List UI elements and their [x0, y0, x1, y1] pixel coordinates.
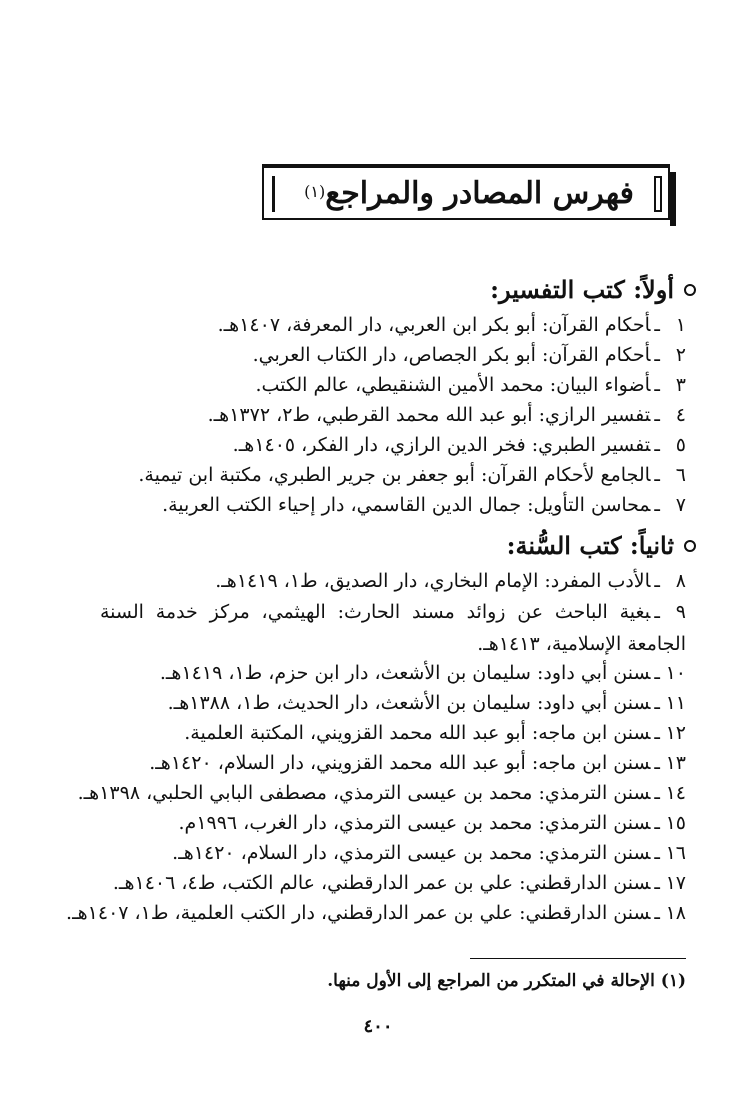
entry-number: ١	[675, 314, 686, 336]
reference-entry: ٢ـأحكام القرآن: أبو بكر الجصاص، دار الكتاب العربي.	[253, 340, 686, 370]
entry-text: سنن أبي داود: سليمان بن الأشعث، دار ابن حزم، ط١، ١٤١٩هـ.	[159, 662, 651, 684]
reference-entry: ٥ـتفسير الطبري: فخر الدين الرازي، دار الفكر، ١٤٠٥هـ.	[233, 430, 686, 460]
reference-entry: ١٥ـسنن الترمذي: محمد بن عيسى الترمذي، دار الغرب، ١٩٩٦م.	[179, 808, 687, 838]
entry-text: تفسير الطبري: فخر الدين الرازي، دار الفكر، ١٤٠٥هـ.	[232, 434, 651, 456]
section-heading-tafsir	[490, 274, 696, 306]
reference-entry: ٦ـالجامع لأحكام القرآن: أبو جعفر بن جرير الطبري، مكتبة ابن تيمية.	[138, 460, 686, 490]
title-decorative-frame	[654, 176, 662, 212]
footnote: (١) الإحالة في المتكرر من المراجع إلى الأول منها.	[327, 971, 686, 991]
bullet-circle-icon	[684, 284, 696, 296]
page-title	[304, 174, 634, 214]
entry-number: ١٦	[665, 842, 686, 864]
entry-text: سنن ابن ماجه: أبو عبد الله محمد القزويني، دار السلام، ١٤٢٠هـ.	[149, 752, 651, 774]
reference-entry: ١٨ـسنن الدارقطني: علي بن عمر الدارقطني، دار الكتب العلمية، ط١، ١٤٠٧هـ.	[66, 898, 686, 928]
entry-number: ١٤	[665, 782, 686, 804]
reference-entry: ١٤ـسنن الترمذي: محمد بن عيسى الترمذي، مصطفى البابي الحلبي، ١٣٩٨هـ.	[78, 778, 686, 808]
reference-entry: ١٧ـسنن الدارقطني: علي بن عمر الدارقطني، عالم الكتب، ط٤، ١٤٠٦هـ.	[113, 868, 686, 898]
bullet-circle-icon	[684, 540, 696, 552]
page-title-text: فهرس المصادر والمراجع	[325, 176, 634, 211]
title-box	[262, 164, 670, 220]
section-heading-sunnah	[507, 530, 696, 562]
entry-text: سنن أبي داود: سليمان بن الأشعث، دار الحديث، ط١، ١٣٨٨هـ.	[167, 692, 651, 714]
entry-number: ١٨	[665, 902, 686, 924]
entry-text: سنن ابن ماجه: أبو عبد الله محمد القزويني، المكتبة العلمية.	[184, 722, 651, 744]
entry-text: سنن الترمذي: محمد بن عيسى الترمذي، دار الغرب، ١٩٩٦م.	[178, 812, 651, 834]
entry-number: ٣	[675, 374, 686, 396]
entry-number: ١٠	[665, 662, 686, 684]
title-footnote-marker: (١)	[304, 182, 326, 201]
entry-number: ٢	[675, 344, 686, 366]
entry-number: ١٧	[665, 872, 686, 894]
title-decorative-bar	[272, 176, 275, 212]
entry-number: ٨	[675, 570, 686, 592]
entry-text: سنن الدارقطني: علي بن عمر الدارقطني، دار الكتب العلمية، ط١، ١٤٠٧هـ.	[66, 902, 651, 924]
reference-entry: ١٠ـسنن أبي داود: سليمان بن الأشعث، دار ابن حزم، ط١، ١٤١٩هـ.	[160, 658, 686, 688]
reference-entry: ٤ـتفسير الرازي: أبو عبد الله محمد القرطبي، ط٢، ١٣٧٢هـ.	[208, 400, 686, 430]
entry-number: ٧	[675, 494, 686, 516]
entry-number: ٥	[675, 434, 686, 456]
reference-entry: ٨ـالأدب المفرد: الإمام البخاري، دار الصديق، ط١، ١٤١٩هـ.	[215, 566, 686, 596]
entry-text: تفسير الرازي: أبو عبد الله محمد القرطبي، ط٢، ١٣٧٢هـ.	[207, 404, 651, 426]
reference-entry: ١٢ـسنن ابن ماجه: أبو عبد الله محمد القزويني، المكتبة العلمية.	[184, 718, 686, 748]
reference-entry: ١ـأحكام القرآن: أبو بكر ابن العربي، دار المعرفة، ١٤٠٧هـ.	[218, 310, 686, 340]
reference-entry: ١١ـسنن أبي داود: سليمان بن الأشعث، دار الحديث، ط١، ١٣٨٨هـ.	[168, 688, 686, 718]
entry-number: ١١	[665, 692, 686, 714]
reference-entry: ٩ـبغية الباحث عن زوائد مسند الحارث: الهيثمي، مركز خدمة السنة الجامعة الإسلامية، ١٤١٣هـ.	[100, 596, 686, 660]
entry-text: أحكام القرآن: أبو بكر ابن العربي، دار المعرفة، ١٤٠٧هـ.	[217, 314, 651, 336]
entry-text: سنن الترمذي: محمد بن عيسى الترمذي، مصطفى البابي الحلبي، ١٣٩٨هـ.	[77, 782, 651, 804]
entry-text: أضواء البيان: محمد الأمين الشنقيطي، عالم الكتب.	[255, 374, 651, 396]
page-number: ٤٠٠	[363, 1016, 393, 1037]
entry-text: أحكام القرآن: أبو بكر الجصاص، دار الكتاب العربي.	[252, 344, 651, 366]
entry-number: ٩	[675, 601, 686, 623]
section-heading-text: ثانياً: كتب السُّنة:	[506, 531, 674, 560]
entry-text: الأدب المفرد: الإمام البخاري، دار الصديق، ط١، ١٤١٩هـ.	[215, 570, 651, 592]
section-heading-text: أولاً: كتب التفسير:	[490, 275, 674, 304]
reference-entry: ١٦ـسنن الترمذي: محمد بن عيسى الترمذي، دار السلام، ١٤٢٠هـ.	[172, 838, 686, 868]
entry-text: سنن الدارقطني: علي بن عمر الدارقطني، عالم الكتب، ط٤، ١٤٠٦هـ.	[112, 872, 651, 894]
entry-text: بغية الباحث عن زوائد مسند الحارث: الهيثمي، مركز خدمة السنة الجامعة الإسلامية، ١٤١٣هـ.	[100, 601, 686, 655]
entry-number: ١٣	[665, 752, 686, 774]
reference-entry: ١٣ـسنن ابن ماجه: أبو عبد الله محمد القزويني، دار السلام، ١٤٢٠هـ.	[149, 748, 686, 778]
entry-text: محاسن التأويل: جمال الدين القاسمي، دار إحياء الكتب العربية.	[162, 494, 651, 516]
entry-number: ١٢	[665, 722, 686, 744]
entry-text: سنن الترمذي: محمد بن عيسى الترمذي، دار السلام، ١٤٢٠هـ.	[172, 842, 651, 864]
reference-entry: ٧ـمحاسن التأويل: جمال الدين القاسمي، دار إحياء الكتب العربية.	[162, 490, 686, 520]
reference-entry: ٣ـأضواء البيان: محمد الأمين الشنقيطي، عالم الكتب.	[255, 370, 686, 400]
entry-number: ٤	[675, 404, 686, 426]
entry-number: ٦	[675, 464, 686, 486]
entry-text: الجامع لأحكام القرآن: أبو جعفر بن جرير الطبري، مكتبة ابن تيمية.	[138, 464, 651, 486]
entry-number: ١٥	[665, 812, 686, 834]
footnote-divider	[470, 958, 686, 959]
